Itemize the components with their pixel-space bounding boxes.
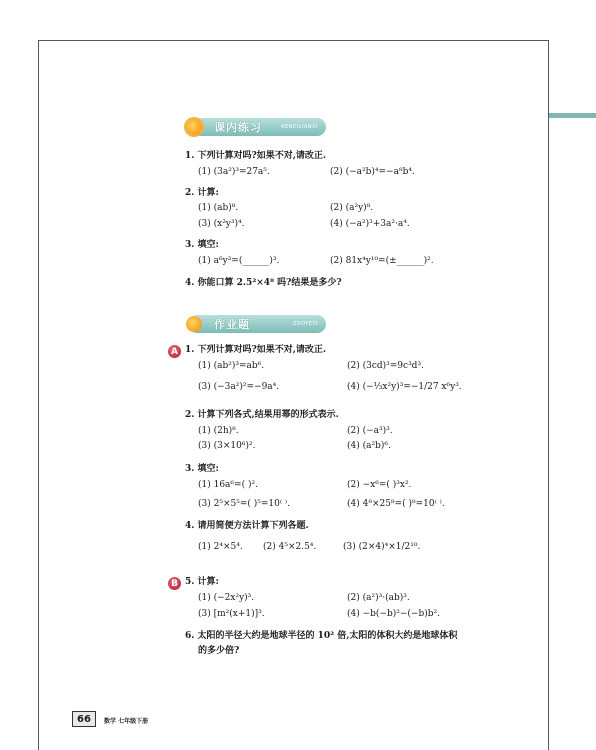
- page-number: 66: [72, 711, 96, 727]
- level-a-badge: A: [168, 345, 181, 358]
- book-title: 数学 七年级下册: [104, 718, 149, 725]
- q3-prompt: 3. 填空:: [185, 240, 219, 250]
- section-banner-homework: [188, 315, 326, 333]
- hw-q5-a: (1) (−2x²y)³.: [198, 593, 255, 603]
- q2-prompt: 2. 计算:: [185, 188, 219, 198]
- q1-a: (1) (3a²)³=27a⁵.: [198, 167, 270, 177]
- q2-b: (2) (a²y)⁸.: [330, 203, 374, 213]
- hw-q1-b: (2) (3cd)³=9c³d³.: [347, 361, 424, 371]
- hw-q3-a: (1) 16a⁶=( )².: [198, 480, 258, 490]
- hw-q1-a: (1) (ab²)³=ab⁶.: [198, 361, 265, 371]
- q2-d: (4) (−a²)³+3a²·a⁴.: [330, 219, 410, 229]
- section-banner-in-class-exercise: [188, 118, 326, 136]
- hw-q4-prompt: 4. 请用简便方法计算下列各题.: [185, 521, 309, 531]
- hw-q5-b: (2) (a²)³·(ab)³.: [347, 593, 410, 603]
- q3-a: (1) a⁶y³=(______)³.: [198, 256, 280, 266]
- q4-prompt: 4. 你能口算 2.5²×4⁸ 吗?结果是多少?: [185, 278, 342, 288]
- page-frame-left: [38, 40, 39, 750]
- hw-q2-a: (1) (2h)⁸.: [198, 426, 239, 436]
- hw-q2-b: (2) (−a³)³.: [347, 426, 393, 436]
- page-frame-right: [548, 40, 549, 750]
- q2-c: (3) (x²y³)⁴.: [198, 219, 245, 229]
- hw-q2-prompt: 2. 计算下列各式,结果用幂的形式表示.: [185, 410, 339, 420]
- hw-q1-prompt: 1. 下列计算对吗?如果不对,请改正.: [185, 345, 327, 355]
- q1-prompt: 1. 下列计算对吗?如果不对,请改正.: [185, 151, 327, 161]
- hw-q6-line1: 6. 太阳的半径大约是地球半径的 10² 倍,太阳的体积大约是地球体积: [185, 631, 458, 641]
- section-subtitle: KENEILIANXI: [281, 124, 318, 130]
- hw-q4-c: (3) (2×4)⁴×1/2¹⁰.: [343, 542, 421, 552]
- section-title: 课内练习: [214, 121, 262, 134]
- hw-q1-c: (3) (−3a²)²=−9a⁴.: [198, 382, 280, 392]
- orange-circle-icon: [186, 316, 202, 332]
- hw-q2-c: (3) (3×10⁶)².: [198, 441, 256, 451]
- level-b-badge: B: [168, 577, 181, 590]
- hw-q5-d: (4) −b(−b)²−(−b)b².: [347, 609, 440, 619]
- hw-q1-d: (4) (−⅓x²y)³=−1/27 x⁶y³.: [347, 382, 462, 392]
- hw-q3-b: (2) −x⁶=( )³x².: [347, 480, 412, 490]
- q2-a: (1) (ab)⁸.: [198, 203, 239, 213]
- hw-q3-d: (4) 4⁸×25⁸=( )⁸=10⁽ ⁾.: [347, 499, 445, 509]
- section-title: 作业题: [214, 318, 250, 331]
- section-subtitle: ZUOYETI: [293, 321, 318, 327]
- q1-b: (2) (−a²b)⁴=−a⁸b⁴.: [330, 167, 415, 177]
- hw-q2-d: (4) (a²b)⁶.: [347, 441, 391, 451]
- q3-b: (2) 81x⁴y¹⁰=(±______)².: [330, 256, 434, 266]
- hw-q5-c: (3) [m²(x+1)]³.: [198, 609, 265, 619]
- hw-q5-prompt: 5. 计算:: [185, 577, 219, 587]
- hw-q3-c: (3) 2⁵×5⁵=( )⁵=10⁽ ⁾.: [198, 499, 290, 509]
- page-frame-top: [38, 40, 549, 41]
- hw-q3-prompt: 3. 填空:: [185, 464, 219, 474]
- sun-icon: [186, 119, 202, 135]
- page-edge-tab: [549, 113, 596, 118]
- hw-q6-line2: 的多少倍?: [198, 646, 240, 656]
- hw-q4-b: (2) 4⁵×2.5⁴.: [263, 542, 317, 552]
- hw-q4-a: (1) 2⁴×5⁴.: [198, 542, 243, 552]
